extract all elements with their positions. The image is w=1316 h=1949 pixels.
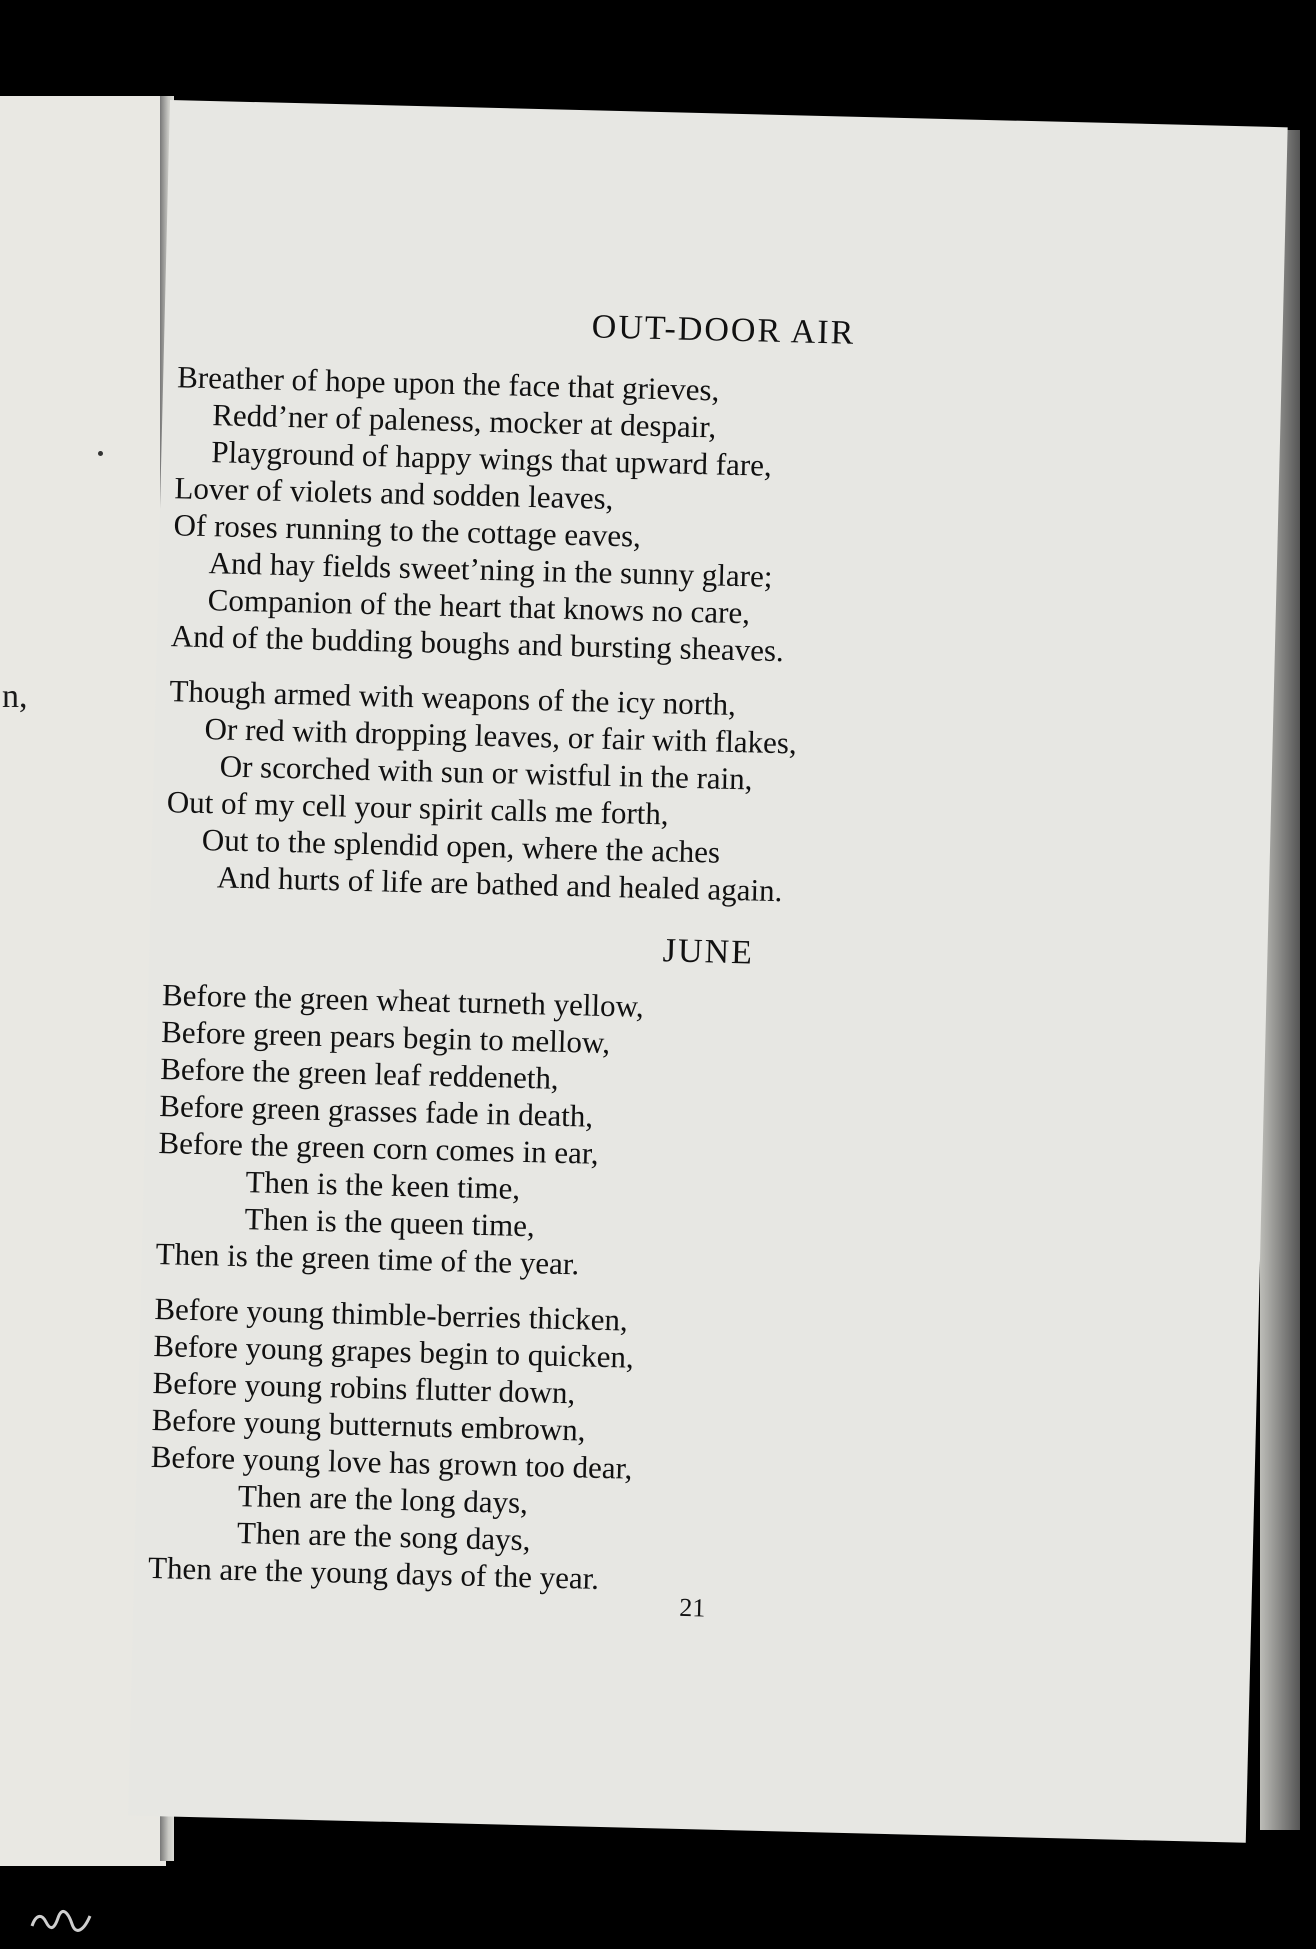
poem-line: Then is the keen time,: [245, 1164, 521, 1206]
poem-line: Before young butternuts embrown,: [151, 1401, 586, 1448]
poem-line: Of roses running to the cottage eaves,: [173, 507, 642, 554]
poem-line: Out of my cell your spirit calls me forth,: [166, 784, 670, 832]
poem-line: Before young thimble-berries thicken,: [154, 1290, 629, 1338]
poem-line: And hurts of life are bathed and healed again.: [216, 859, 783, 909]
poem-line: Before green grasses fade in death,: [159, 1088, 594, 1134]
poem-line: Before the green corn comes in ear,: [158, 1125, 600, 1171]
poem-line: Lover of violets and sodden leaves,: [174, 470, 614, 516]
poem-line: Before young love has grown too dear,: [150, 1438, 633, 1486]
poem-line: Then is the green time of the year.: [155, 1236, 580, 1282]
poem2-stanza-2: [148, 1290, 637, 1598]
poem-line: Then are the young days of the year.: [147, 1549, 600, 1596]
poem-line: Before the green wheat turneth yellow,: [161, 977, 645, 1024]
poem-line: Redd’ner of paleness, mocker at despair,: [211, 397, 717, 445]
poem-line: Or scorched with sun or wistful in the rain,: [219, 748, 753, 797]
poem-line: Playground of happy wings that upward fare,: [210, 434, 773, 483]
ink-speck: [98, 451, 103, 456]
poem-line: Companion of the heart that knows no care,: [207, 582, 751, 631]
poem-line: Then are the song days,: [236, 1515, 531, 1558]
poem-line: And hay fields sweet’ning in the sunny glare;: [208, 545, 773, 594]
poem-title-out-door-air: OUT-DOOR AIR: [591, 308, 856, 352]
poem1-stanza-1: [170, 358, 790, 669]
poem-line: Before green pears begin to mellow,: [160, 1014, 611, 1061]
poem-line: Before the green leaf reddeneth,: [159, 1051, 560, 1096]
scanner-mark-icon: [30, 1908, 94, 1934]
poem-title-june: JUNE: [662, 932, 755, 972]
poem-line: Then is the queen time,: [244, 1201, 536, 1244]
page-number: 21: [678, 1592, 706, 1623]
poem-line: Then are the long days,: [237, 1478, 529, 1521]
poem2-stanza-1: [155, 976, 644, 1284]
poem-line: Breather of hope upon the face that grieves,: [176, 359, 720, 408]
poem1-stanza-2: [165, 672, 799, 909]
book-page: [128, 100, 1288, 1843]
poem-line: Though armed with weapons of the icy north,: [169, 673, 737, 723]
poem-line: Before young robins flutter down,: [152, 1364, 576, 1411]
poem-line: Or red with dropping leaves, or fair with flakes,: [204, 711, 798, 761]
poem-line: Out to the splendid open, where the aches: [201, 822, 721, 870]
facing-page-text-fragment: n,: [2, 678, 28, 715]
poem-line: Before young grapes begin to quicken,: [153, 1327, 635, 1375]
poem-line: And of the budding boughs and bursting sheaves.: [170, 618, 785, 669]
